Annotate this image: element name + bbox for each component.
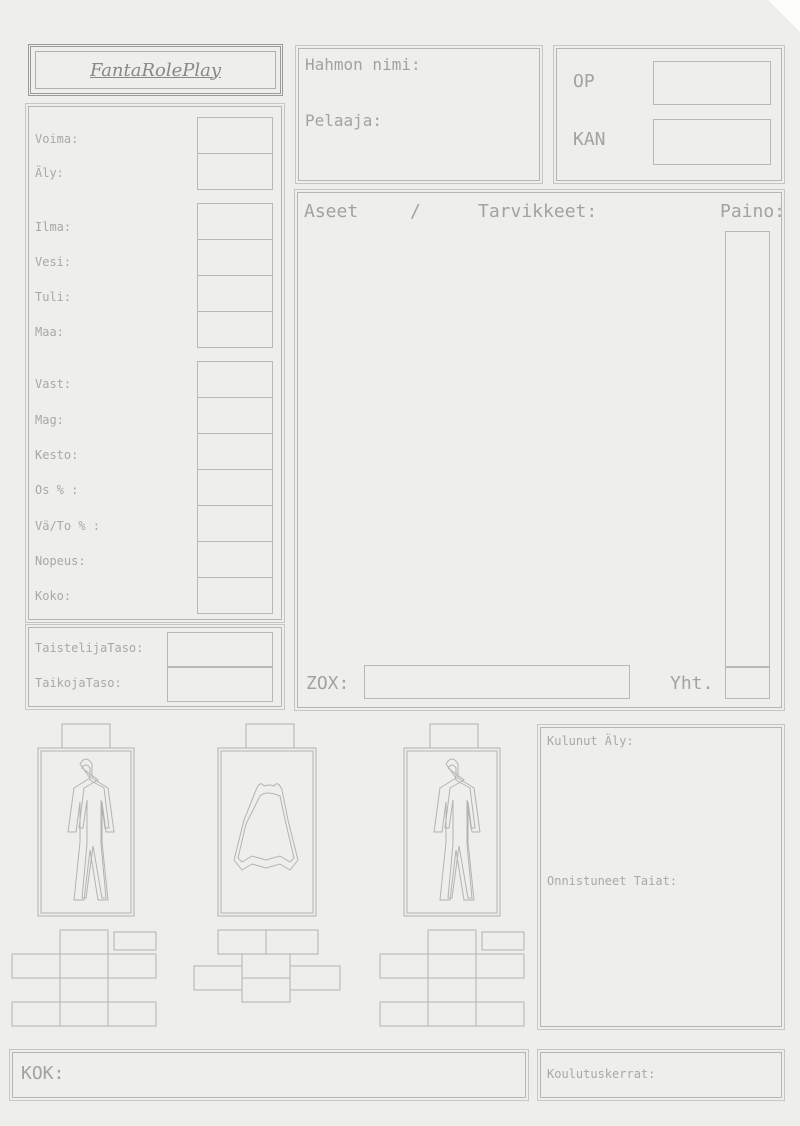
fighter-level-label: TaistelijaTaso:: [35, 641, 144, 655]
kan-field[interactable]: [653, 119, 771, 165]
stat-field[interactable]: [197, 203, 273, 240]
stat-label: Mag:: [35, 413, 64, 427]
torn-corner: [760, 0, 800, 40]
stat-field[interactable]: [197, 311, 273, 348]
stat-label: Vä/To % :: [35, 519, 101, 533]
stat-label: Kesto:: [35, 448, 79, 462]
stat-field[interactable]: [197, 505, 273, 542]
body-figures: [10, 720, 530, 1030]
stat-field[interactable]: [197, 577, 273, 614]
total-field[interactable]: [725, 667, 770, 699]
stat-label: Voima:: [35, 132, 79, 146]
stat-field[interactable]: [197, 275, 273, 312]
stat-field[interactable]: [197, 117, 273, 154]
name-player-box: [298, 48, 540, 181]
fighter-level-field[interactable]: [167, 632, 273, 667]
logo-text: FantaRolePlay: [89, 59, 222, 81]
weight-column[interactable]: [725, 231, 770, 667]
equipment-box: [297, 192, 786, 708]
stat-label: Koko:: [35, 589, 72, 603]
front-figure-icon: [12, 724, 156, 1026]
weight-label: Paino:: [720, 201, 786, 222]
stat-label: Äly:: [35, 166, 64, 180]
training-box[interactable]: [540, 1052, 782, 1098]
player-label: Pelaaja:: [305, 111, 383, 130]
character-name-label: Hahmon nimi:: [305, 55, 421, 74]
stat-label: Os % :: [35, 483, 79, 497]
logo-box: [28, 44, 283, 96]
stat-field[interactable]: [197, 239, 273, 276]
op-kan-box: [556, 48, 782, 181]
stat-label: Ilma:: [35, 220, 72, 234]
kan-label: KAN: [573, 129, 606, 150]
stat-label: Tuli:: [35, 290, 72, 304]
weapons-label: Aseet: [304, 201, 359, 222]
stat-label: Maa:: [35, 325, 64, 339]
stat-field[interactable]: [197, 153, 273, 190]
stat-label: Vesi:: [35, 255, 72, 269]
stat-field[interactable]: [197, 469, 273, 506]
stat-label: Vast:: [35, 377, 72, 391]
successful-spells-label: Onnistuneet Taiat:: [547, 874, 678, 888]
caster-level-field[interactable]: [167, 667, 273, 702]
zox-field[interactable]: [364, 665, 630, 699]
spent-aly-label: Kulunut Äly:: [547, 734, 634, 748]
stat-field[interactable]: [197, 433, 273, 470]
stat-label: Nopeus:: [35, 554, 86, 568]
crouching-figure-icon: [194, 724, 340, 1002]
op-label: OP: [573, 71, 595, 92]
items-area[interactable]: [304, 231, 716, 661]
stat-field[interactable]: [197, 541, 273, 578]
back-figure-icon: [380, 724, 524, 1026]
kok-box[interactable]: [12, 1052, 526, 1098]
op-field[interactable]: [653, 61, 771, 105]
stat-field[interactable]: [197, 361, 273, 398]
stats-box: [28, 106, 282, 620]
caster-level-label: TaikojaTaso:: [35, 676, 122, 690]
total-label: Yht.: [670, 673, 714, 694]
items-label: Tarvikkeet:: [478, 201, 598, 222]
kok-label: KOK:: [21, 1063, 65, 1084]
stat-field[interactable]: [197, 397, 273, 434]
levels-box: [28, 627, 282, 707]
zox-label: ZOX:: [306, 673, 350, 694]
slash-label: /: [410, 201, 421, 222]
notes-box: [540, 727, 782, 1027]
training-label: Koulutuskerrat:: [547, 1067, 656, 1081]
